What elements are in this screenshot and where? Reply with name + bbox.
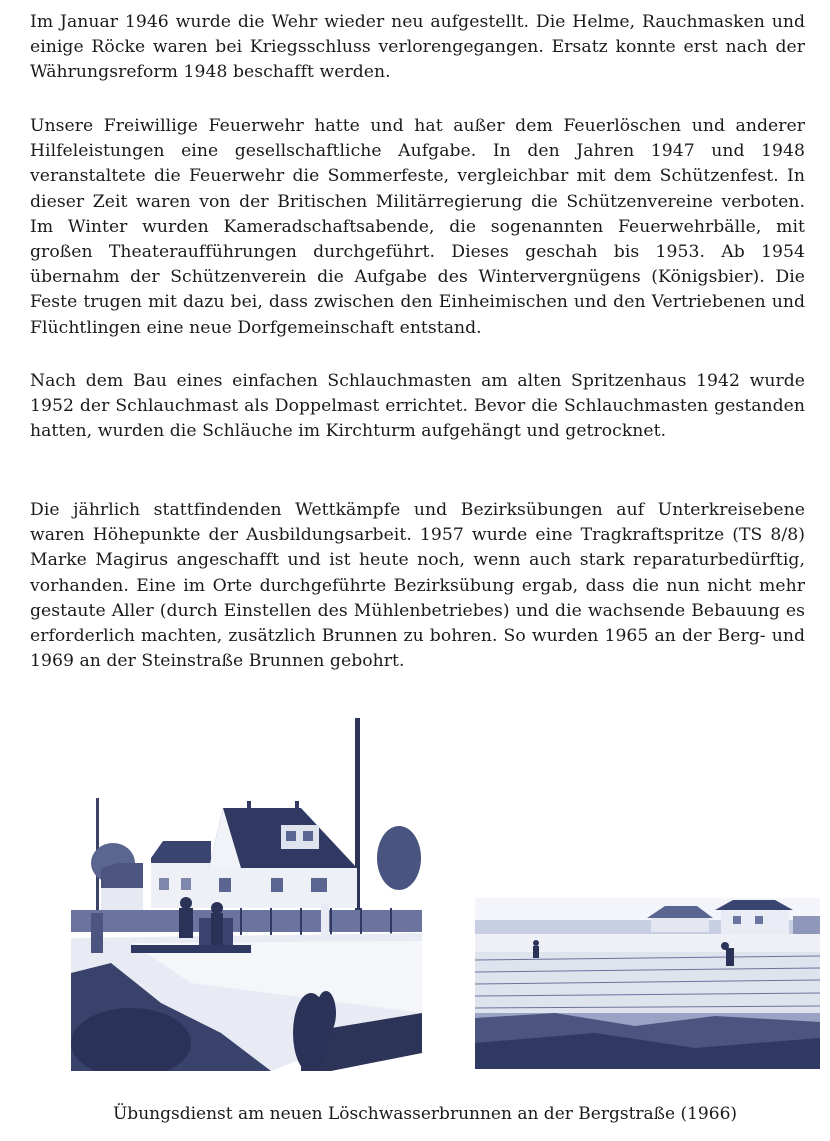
paragraph-1 [30, 10, 805, 86]
paragraph-3 [30, 369, 805, 445]
paragraph-2 [30, 114, 805, 341]
photo-caption: Übungsdienst am neuen Löschwasserbrunnen an der Bergstraße (1966) [112, 1104, 738, 1124]
paragraph-4 [30, 498, 805, 674]
paragraph-text: Unsere Freiwillige Feuerwehr hatte und hat außer dem Feuerlöschen und anderer Hilfeleistungen eine gesellschaftliche Aufgabe. In den Jahren 1947 und 1948 veranstaltete die Feuerwehr die Sommerfeste, vergleichbar mit dem Schützenfest. In dieser Zeit waren von der Britischen Militärregierung die Schützenvereine verboten. Im Winter wurden Kameradschaftsabende, die sogenannten Feuerwehrbälle, mit großen Theateraufführungen durchgeführt. Dieses geschah bis 1953. Ab 1954 übernahm der Schützenverein die Aufgabe des Wintervergnügens (Königsbier). Die Feste trugen mit dazu bei, dass zwischen den Einheimischen und den Vertriebenen und Flüchtlingen eine neue Dorfgemeinschaft entstand. [30, 116, 805, 338]
paragraph-text: Die jährlich stattfindenden Wettkämpfe und Bezirksübungen auf Unterkreisebene waren Höhepunkte der Ausbildungsarbeit. 1957 wurde eine Tragkraftspritze (TS 8/8) Marke Magirus angeschafft und ist heute noch, wenn auch stark reparaturbedürftig, vorhanden. Eine im Orte durchgeführte Bezirksübung ergab, dass die nun nicht mehr gestaute Aller (durch Einstellen des Mühlenbetriebes) und die wachsende Bebauung es erforderlich machten, zusätzlich Brunnen zu bohren. So wurden 1965 an der Berg- und 1969 an der Steinstraße Brunnen gebohrt. [30, 500, 805, 672]
paragraph-text: Nach dem Bau eines einfachen Schlauchmasten am alten Spritzenhaus 1942 wurde 1952 der Schlauchmast als Doppelmast errichtet. Bevor die Schlauchmasten gestanden hatten, wurden die Schläuche im Kirchturm aufgehängt und getrocknet. [30, 371, 805, 442]
photo-street-illustration [71, 713, 422, 1071]
photo-field-well-drilling [475, 898, 820, 1069]
photo-field-illustration [475, 898, 820, 1069]
paragraph-text: Im Januar 1946 wurde die Wehr wieder neu aufgestellt. Die Helme, Rauchmasken und einige Röcke waren bei Kriegsschluss verlorengegangen. Ersatz konnte erst nach der Währungsreform 1948 beschafft werden. [30, 12, 805, 83]
photo-street-well-exercise [71, 713, 422, 1071]
